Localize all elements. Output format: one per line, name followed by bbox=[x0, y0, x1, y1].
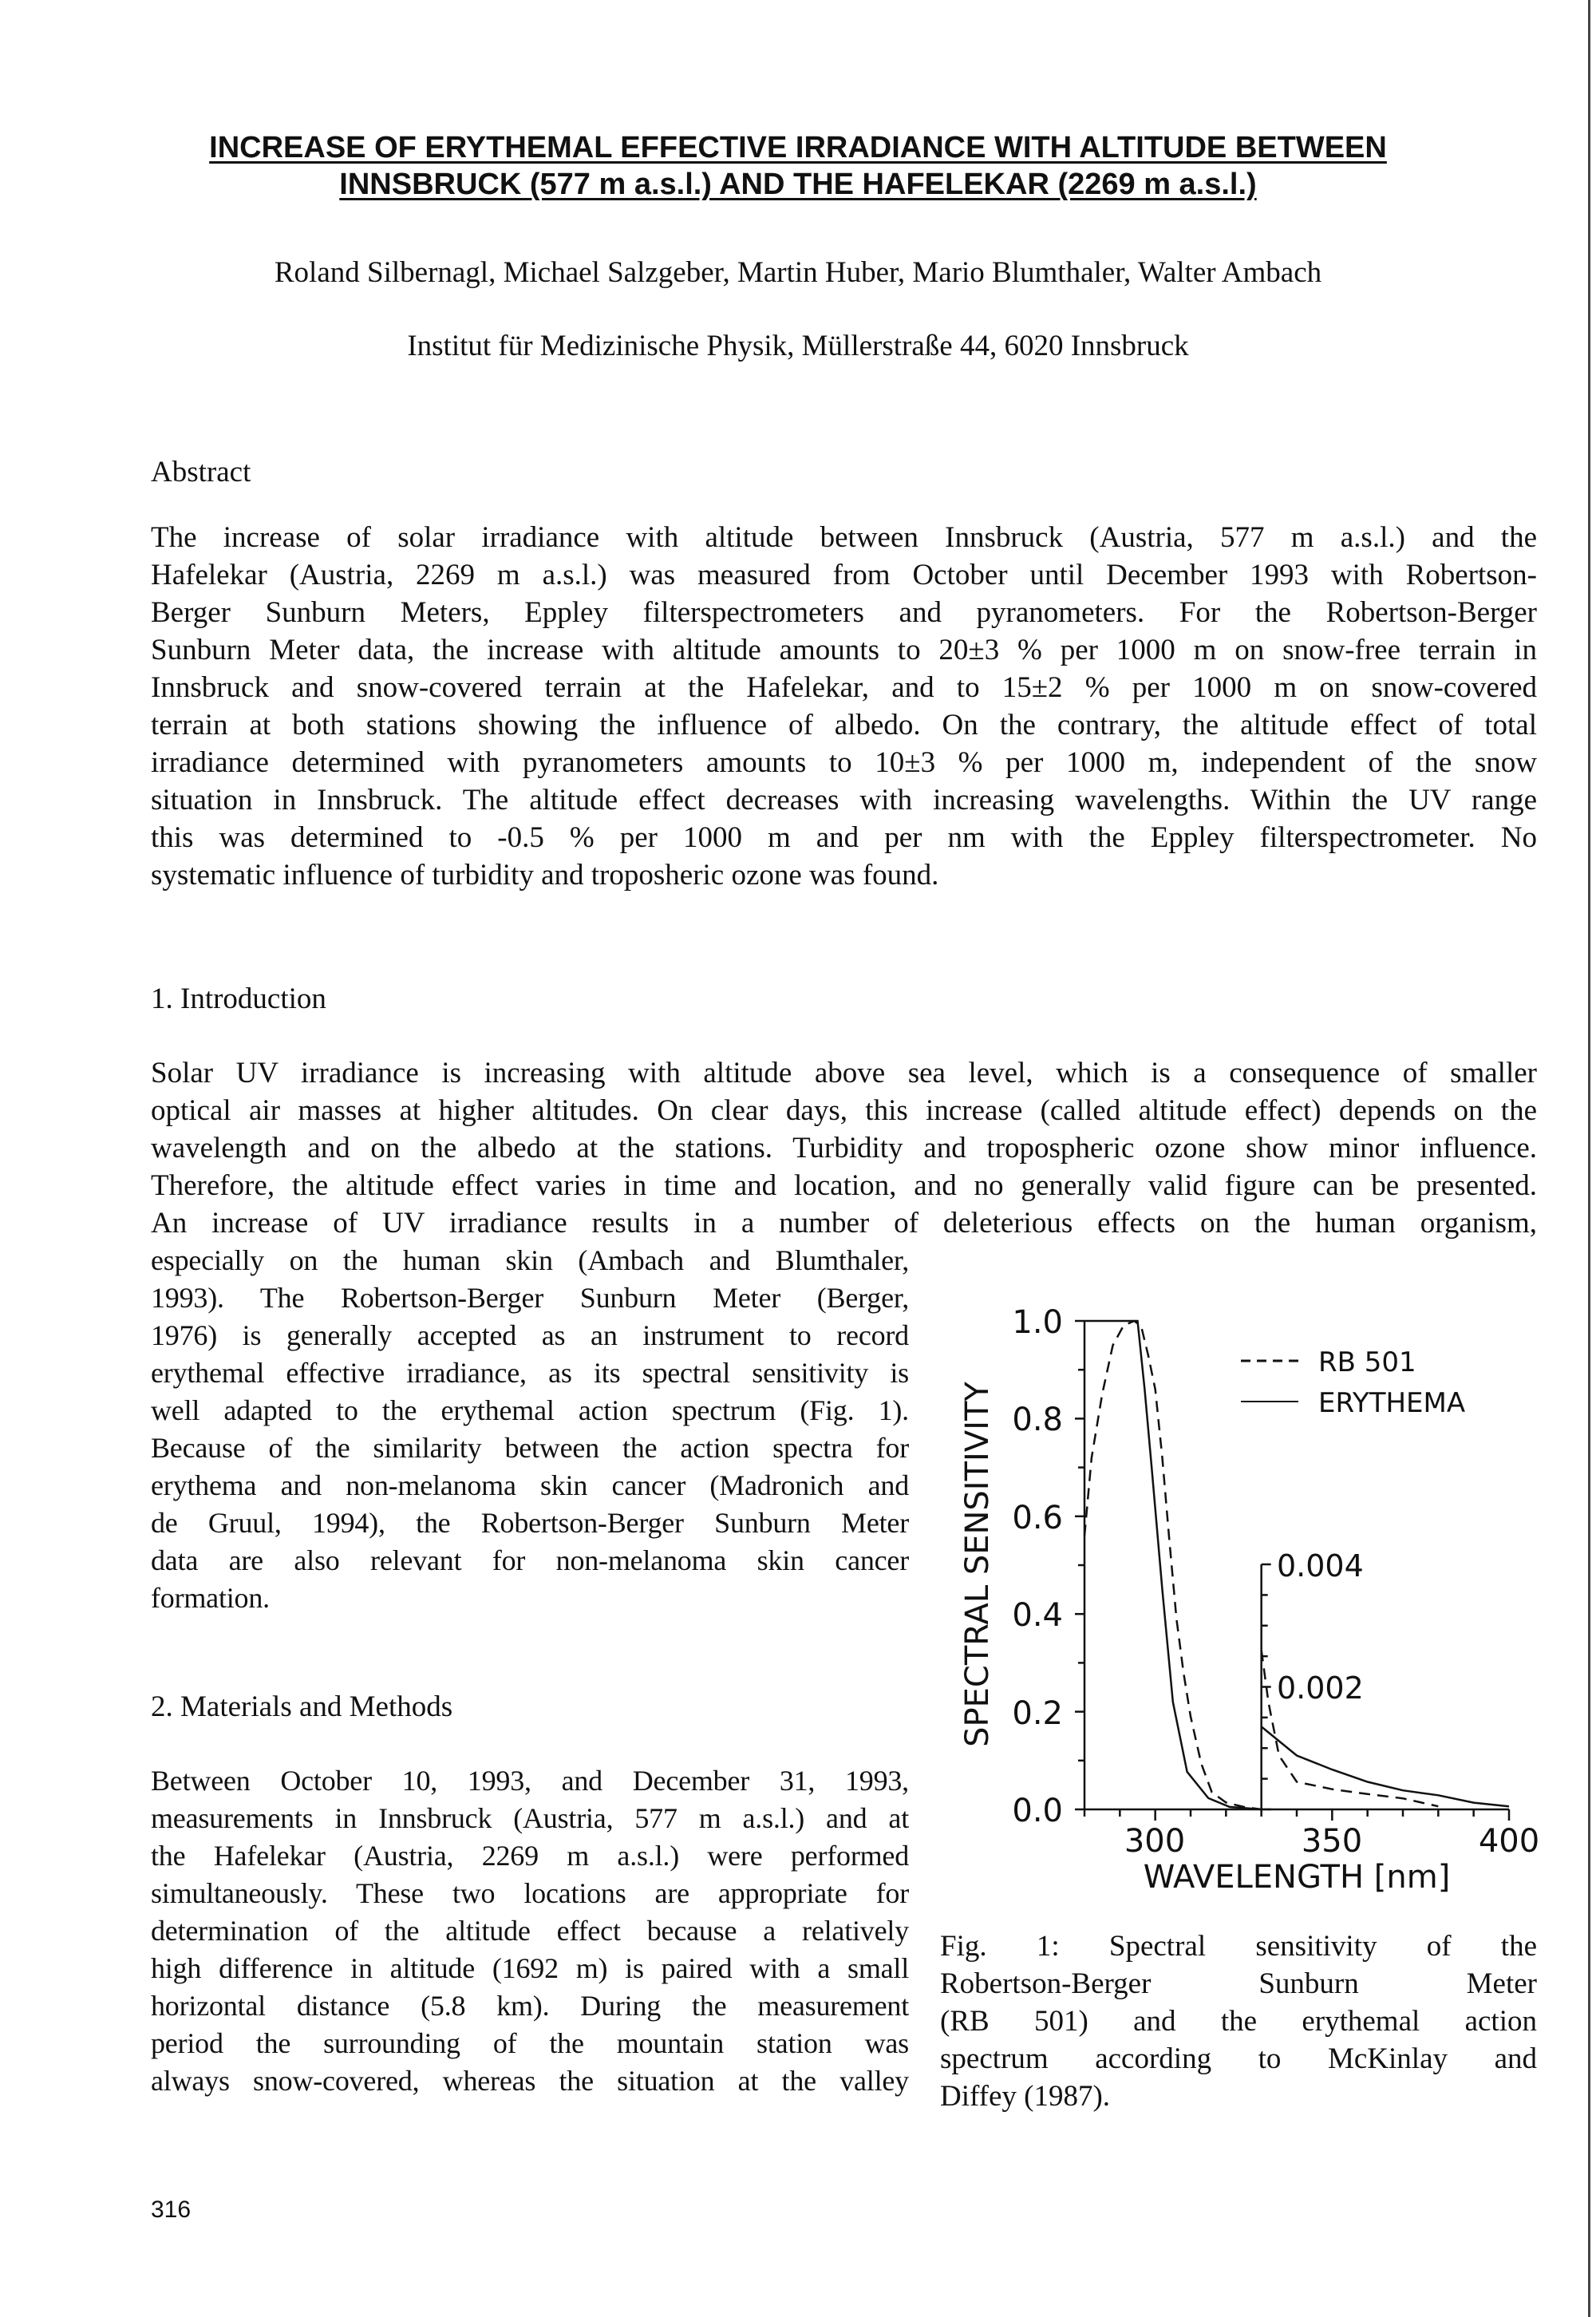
text-line: simultaneously. These two locations are appropriate for bbox=[151, 1877, 909, 1909]
institute: Institut für Medizinische Physik, Müllerstraße 44, 6020 Innsbruck bbox=[407, 330, 1189, 362]
introduction-heading: 1. Introduction bbox=[151, 983, 326, 1015]
introduction-body-narrow bbox=[151, 1242, 909, 1617]
x-tick-label: 300 bbox=[1124, 1823, 1186, 1860]
inset-tick-label: 0.004 bbox=[1277, 1548, 1364, 1584]
y-tick-label: 0.4 bbox=[1012, 1597, 1063, 1634]
text-line: high difference in altitude (1692 m) is paired with a small bbox=[151, 1952, 909, 1984]
text-line: wavelength and on the albedo at the stations. Turbidity and tropospheric ozone show minor influence. bbox=[151, 1132, 1537, 1164]
text-line: Sunburn Meter data, the increase with altitude amounts to 20±3 % per 1000 m on snow-free terrain in bbox=[151, 634, 1537, 666]
text-line: systematic influence of turbidity and troposheric ozone was found. bbox=[151, 859, 939, 892]
series-erythema-main-line bbox=[1084, 1321, 1262, 1809]
page-number: 316 bbox=[151, 2196, 192, 2223]
y-tick-label: 0.8 bbox=[1012, 1402, 1063, 1438]
methods-heading: 2. Materials and Methods bbox=[151, 1690, 453, 1723]
text-line: well adapted to the erythemal action spectrum (Fig. 1). bbox=[151, 1394, 909, 1426]
text-line: data are also relevant for non-melanoma skin cancer bbox=[151, 1544, 909, 1576]
text-line: de Gruul, 1994), the Robertson-Berger Sunburn Meter bbox=[151, 1507, 909, 1539]
text-line: measurements in Innsbruck (Austria, 577 m a.s.l.) and at bbox=[151, 1802, 909, 1834]
text-line: determination of the altitude effect because a relatively bbox=[151, 1915, 909, 1947]
text-line: especially on the human skin (Ambach and Blumthaler, bbox=[151, 1244, 909, 1276]
text-line: Berger Sunburn Meters, Eppley filterspectrometers and pyranometers. For the Robertson-Berger bbox=[151, 596, 1537, 629]
text-line: irradiance determined with pyranometers amounts to 10±3 % per 1000 m, independent of the snow bbox=[151, 746, 1537, 779]
introduction-body-wide bbox=[151, 1054, 1537, 1242]
y-tick-label: 0.2 bbox=[1012, 1695, 1063, 1732]
title-line-1: INCREASE OF ERYTHEMAL EFFECTIVE IRRADIANCE WITH ALTITUDE BETWEEN bbox=[209, 131, 1387, 164]
x-tick-label: 350 bbox=[1301, 1823, 1363, 1860]
text-line: An increase of UV irradiance results in a number of deleterious effects on the human organism, bbox=[151, 1207, 1537, 1240]
text-line: Robertson-Berger Sunburn Meter bbox=[940, 1967, 1537, 2000]
methods-body bbox=[151, 1762, 909, 2100]
series-rb-501-main-line bbox=[1084, 1321, 1262, 1809]
y-axis-title: SPECTRAL SENSITIVITY bbox=[959, 1382, 996, 1747]
text-line: Because of the similarity between the action spectra for bbox=[151, 1432, 909, 1464]
figure-caption bbox=[940, 1928, 1537, 2115]
text-line: the Hafelekar (Austria, 2269 m a.s.l.) were performed bbox=[151, 1840, 909, 1872]
authors: Roland Silbernagl, Michael Salzgeber, Martin Huber, Mario Blumthaler, Walter Ambach bbox=[274, 256, 1322, 289]
text-line: this was determined to -0.5 % per 1000 m and per nm with the Eppley filterspectrometer. No bbox=[151, 821, 1537, 854]
text-line: horizontal distance (5.8 km). During the measurement bbox=[151, 1990, 909, 2022]
legend-label-erythema: ERYTHEMA bbox=[1318, 1387, 1466, 1419]
abstract-body bbox=[151, 519, 1537, 894]
text-line: 1976) is generally accepted as an instrument to record bbox=[151, 1319, 909, 1351]
x-axis-title: WAVELENGTH [nm] bbox=[1143, 1859, 1451, 1896]
text-line: Fig. 1: Spectral sensitivity of the bbox=[940, 1930, 1537, 1963]
text-line: erythemal effective irradiance, as its spectral sensitivity is bbox=[151, 1357, 909, 1389]
abstract-heading: Abstract bbox=[151, 456, 251, 488]
text-line: (RB 501) and the erythemal action bbox=[940, 2005, 1537, 2038]
title-line-2: INNSBRUCK (577 m a.s.l.) AND THE HAFELEKAR (2269 m a.s.l.) bbox=[339, 168, 1257, 201]
text-line: spectrum according to McKinlay and bbox=[940, 2042, 1537, 2075]
text-line: situation in Innsbruck. The altitude effect decreases with increasing wavelengths. Within the UV range bbox=[151, 784, 1537, 816]
text-line: always snow-covered, whereas the situation at the valley bbox=[151, 2065, 909, 2097]
spectral-sensitivity-chart bbox=[926, 1293, 1564, 1908]
text-line: Innsbruck and snow-covered terrain at the Hafelekar, and to 15±2 % per 1000 m on snow-covered bbox=[151, 671, 1537, 704]
text-line: 1993). The Robertson-Berger Sunburn Meter (Berger, bbox=[151, 1282, 909, 1314]
y-tick-label: 0.6 bbox=[1012, 1500, 1063, 1536]
inset-tick-label: 0.002 bbox=[1277, 1671, 1364, 1706]
text-line: Diffey (1987). bbox=[940, 2080, 1111, 2113]
text-line: Between October 10, 1993, and December 31, 1993, bbox=[151, 1765, 909, 1797]
x-tick-label: 400 bbox=[1478, 1823, 1540, 1860]
text-line: Therefore, the altitude effect varies in time and location, and no generally valid figure can be presented. bbox=[151, 1169, 1537, 1202]
text-line: erythema and non-melanoma skin cancer (Madronich and bbox=[151, 1469, 909, 1501]
text-line: period the surrounding of the mountain station was bbox=[151, 2027, 909, 2059]
series-erythema-inset-line bbox=[1262, 1726, 1509, 1806]
text-line: terrain at both stations showing the influence of albedo. On the contrary, the altitude effect of total bbox=[151, 709, 1537, 741]
text-line: Solar UV irradiance is increasing with altitude above sea level, which is a consequence of smaller bbox=[151, 1057, 1537, 1089]
y-tick-label: 0.0 bbox=[1012, 1793, 1063, 1829]
text-line: optical air masses at higher altitudes. On clear days, this increase (called altitude effect) depends on the bbox=[151, 1094, 1537, 1127]
text-line: The increase of solar irradiance with altitude between Innsbruck (Austria, 577 m a.s.l.) and the bbox=[151, 521, 1537, 554]
text-line: Hafelekar (Austria, 2269 m a.s.l.) was measured from October until December 1993 with Robertson- bbox=[151, 559, 1537, 591]
text-line: formation. bbox=[151, 1582, 270, 1614]
y-tick-label: 1.0 bbox=[1012, 1304, 1063, 1341]
legend-label-rb501: RB 501 bbox=[1318, 1346, 1416, 1378]
paper-title bbox=[0, 129, 1596, 203]
